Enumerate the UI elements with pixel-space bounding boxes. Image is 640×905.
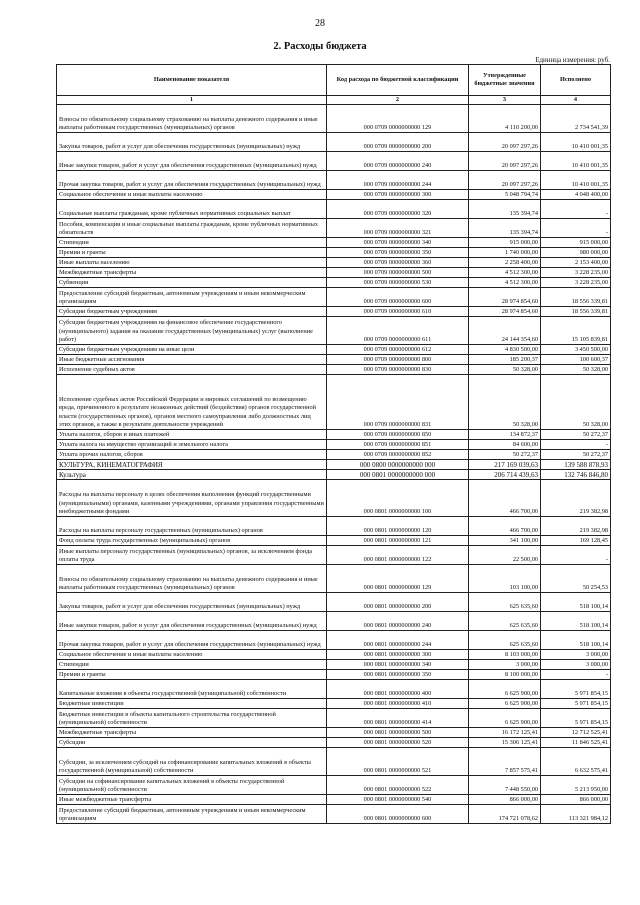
row-executed-cell: 518 100,14 [541, 593, 611, 612]
units-label: Единица измерения: руб. [535, 56, 610, 64]
table-row [57, 430, 611, 440]
row-code-cell: 000 0709 0000000000 830 [327, 365, 469, 375]
row-code-cell: 000 0801 0000000000 500 [327, 728, 469, 738]
row-executed-cell: 50 254,53 [541, 565, 611, 593]
row-executed-cell: 5 971 854,15 [541, 699, 611, 709]
row-name-cell: Уплата налогов, сборов и иных платежей [57, 430, 327, 440]
table-row [57, 546, 611, 565]
row-approved-cell: 866 000,00 [469, 795, 541, 805]
row-name-cell: Иные выплаты населению [57, 258, 327, 268]
row-executed-cell: 2 153 400,00 [541, 258, 611, 268]
row-code-cell: 000 0801 0000000000 340 [327, 660, 469, 670]
row-code-cell: 000 0801 0000000000 240 [327, 612, 469, 631]
row-executed-cell: 12 712 525,41 [541, 728, 611, 738]
row-name-cell: Субсидии, за исключением субсидий на софинансирование капитальных вложений в объекты государственной (муниципальной) собственности [57, 748, 327, 776]
row-name-cell: Иные закупки товаров, работ и услуг для обеспечения государственных (муниципальных) нужд [57, 152, 327, 171]
row-code-cell: 000 0709 0000000000 600 [327, 288, 469, 307]
table-row [57, 612, 611, 631]
row-code-cell: 000 0801 0000000000 100 [327, 480, 469, 517]
row-executed-cell: 139 588 878,93 [541, 460, 611, 470]
row-executed-cell: 3 228 235,00 [541, 268, 611, 278]
row-executed-cell: 10 410 001,35 [541, 152, 611, 171]
row-name-cell: Капитальные вложения в объекты государственной (муниципальной) собственности [57, 680, 327, 699]
row-code-cell: 000 0801 0000000000 244 [327, 631, 469, 650]
row-executed-cell: 11 846 525,41 [541, 738, 611, 748]
row-approved-cell: 16 172 125,41 [469, 728, 541, 738]
table-row [57, 355, 611, 365]
column-number: 3 [469, 96, 541, 105]
row-name-cell: Стипендии [57, 238, 327, 248]
row-code-cell: 000 0709 0000000000 321 [327, 219, 469, 238]
table-row [57, 345, 611, 355]
row-executed-cell: 866 000,00 [541, 795, 611, 805]
table-row [57, 650, 611, 660]
row-executed-cell: 219 382,98 [541, 517, 611, 536]
row-approved-cell: 4 512 300,00 [469, 278, 541, 288]
column-number: 2 [327, 96, 469, 105]
row-name-cell: Прочая закупка товаров, работ и услуг для обеспечения государственных (муниципальных) нужд [57, 631, 327, 650]
row-name-cell: Исполнение судебных актов Российской Федерации и мировых соглашений по возмещению вреда, причиненного в результате незаконных действий (бездействия) органов государственной власти (государственных органов), органов местного самоуправления либо должностных лиц этих органов, а также в результате деятельности учреждений [57, 375, 327, 430]
row-approved-cell: 466 700,00 [469, 517, 541, 536]
table-row [57, 219, 611, 238]
row-code-cell: 000 0800 0000000000 000 [327, 460, 469, 470]
table-row [57, 728, 611, 738]
row-executed-cell: 6 632 575,41 [541, 748, 611, 776]
row-approved-cell: 20 097 297,26 [469, 133, 541, 152]
row-name-cell: Прочая закупка товаров, работ и услуг для обеспечения государственных (муниципальных) нужд [57, 171, 327, 190]
row-approved-cell: 28 974 854,60 [469, 307, 541, 317]
row-name-cell: Взносы по обязательному социальному страхованию на выплаты денежного содержания и иные выплаты работникам государственных (муниципальных) органов [57, 565, 327, 593]
row-executed-cell: 3 000,00 [541, 650, 611, 660]
row-code-cell: 000 0709 0000000000 320 [327, 200, 469, 219]
row-code-cell: 000 0709 0000000000 611 [327, 317, 469, 345]
row-executed-cell: - [541, 546, 611, 565]
table-row [57, 105, 611, 133]
table-row [57, 200, 611, 219]
row-code-cell: 000 0801 0000000000 350 [327, 670, 469, 680]
row-approved-cell: 6 625 900,00 [469, 699, 541, 709]
row-code-cell: 000 0709 0000000000 340 [327, 238, 469, 248]
row-executed-cell: - [541, 219, 611, 238]
row-name-cell: Субсидии бюджетным учреждениям [57, 307, 327, 317]
row-approved-cell: 50 272,37 [469, 450, 541, 460]
table-row [57, 288, 611, 307]
table-row [57, 133, 611, 152]
table-row [57, 805, 611, 824]
table-row [57, 190, 611, 200]
column-number: 1 [57, 96, 327, 105]
row-code-cell: 000 0709 0000000000 852 [327, 450, 469, 460]
row-approved-cell: 135 394,74 [469, 219, 541, 238]
row-executed-cell: 518 100,14 [541, 612, 611, 631]
row-approved-cell: 6 625 900,00 [469, 680, 541, 699]
row-code-cell: 000 0709 0000000000 360 [327, 258, 469, 268]
row-executed-cell: 50 272,37 [541, 430, 611, 440]
row-approved-cell: 4 110 200,00 [469, 105, 541, 133]
table-row [57, 460, 611, 470]
row-name-cell: Межбюджетные трансферты [57, 728, 327, 738]
header-name: Наименование показателя [57, 65, 327, 96]
row-approved-cell: 185 200,37 [469, 355, 541, 365]
row-approved-cell: 5 048 794,74 [469, 190, 541, 200]
row-name-cell: Премии и гранты [57, 248, 327, 258]
row-approved-cell: 15 306 125,41 [469, 738, 541, 748]
table-row [57, 631, 611, 650]
row-code-cell: 000 0801 0000000000 400 [327, 680, 469, 699]
row-name-cell: Закупка товаров, работ и услуг для обеспечения государственных (муниципальных) нужд [57, 133, 327, 152]
expenses-table [56, 64, 611, 824]
header-code: Код расхода по бюджетной классификации [327, 65, 469, 96]
row-executed-cell: 10 410 001,35 [541, 133, 611, 152]
row-executed-cell: - [541, 200, 611, 219]
row-executed-cell: 113 321 984,12 [541, 805, 611, 824]
page-number: 28 [315, 18, 325, 29]
row-executed-cell: 980 000,00 [541, 248, 611, 258]
row-executed-cell: 219 382,98 [541, 480, 611, 517]
table-row [57, 171, 611, 190]
row-name-cell: Закупка товаров, работ и услуг для обеспечения государственных (муниципальных) нужд [57, 593, 327, 612]
table-row [57, 268, 611, 278]
row-name-cell: Субсидии [57, 738, 327, 748]
row-code-cell: 000 0709 0000000000 240 [327, 152, 469, 171]
table-row [57, 776, 611, 795]
row-code-cell: 000 0801 0000000000 414 [327, 709, 469, 728]
row-name-cell: Межбюджетные трансферты [57, 268, 327, 278]
row-executed-cell: 915 000,00 [541, 238, 611, 248]
row-name-cell: Социальное обеспечение и иные выплаты населению [57, 650, 327, 660]
row-executed-cell: 18 556 339,81 [541, 288, 611, 307]
row-code-cell: 000 0709 0000000000 129 [327, 105, 469, 133]
row-name-cell: Социальные выплаты гражданам, кроме публичных нормативных социальных выплат [57, 200, 327, 219]
row-approved-cell: 8 103 000,00 [469, 650, 541, 660]
row-name-cell: Премии и гранты [57, 670, 327, 680]
section-title: 2. Расходы бюджета [273, 41, 367, 52]
table-row [57, 699, 611, 709]
row-executed-cell: 5 213 950,00 [541, 776, 611, 795]
table-row [57, 795, 611, 805]
row-code-cell: 000 0709 0000000000 612 [327, 345, 469, 355]
row-approved-cell: 135 394,74 [469, 200, 541, 219]
row-approved-cell: 103 100,00 [469, 565, 541, 593]
row-approved-cell: 4 512 300,00 [469, 268, 541, 278]
row-name-cell: Бюджетные инвестиции в объекты капитального строительства государственной (муниципальной) собственности [57, 709, 327, 728]
row-approved-cell: 174 721 078,62 [469, 805, 541, 824]
row-executed-cell: 132 746 846,80 [541, 470, 611, 480]
row-executed-cell: 5 971 854,15 [541, 709, 611, 728]
table-row [57, 238, 611, 248]
row-executed-cell: 50 328,00 [541, 375, 611, 430]
table-row [57, 307, 611, 317]
row-code-cell: 000 0801 0000000000 121 [327, 536, 469, 546]
table-row [57, 278, 611, 288]
row-approved-cell: 341 100,00 [469, 536, 541, 546]
row-executed-cell: 50 272,37 [541, 450, 611, 460]
table-row [57, 660, 611, 670]
table-row [57, 375, 611, 430]
table-row [57, 709, 611, 728]
row-code-cell: 000 0801 0000000000 540 [327, 795, 469, 805]
row-name-cell: Стипендии [57, 660, 327, 670]
row-name-cell: Культура [57, 470, 327, 480]
row-code-cell: 000 0801 0000000000 600 [327, 805, 469, 824]
row-code-cell: 000 0801 0000000000 300 [327, 650, 469, 660]
row-name-cell: Расходы на выплаты персоналу государственных (муниципальных) органов [57, 517, 327, 536]
row-approved-cell: 206 714 439,63 [469, 470, 541, 480]
row-name-cell: Предоставление субсидий бюджетным, автономным учреждениям и иным некоммерческим организациям [57, 288, 327, 307]
header-approved: Утвержденные бюджетные значения [469, 65, 541, 96]
row-code-cell: 000 0709 0000000000 610 [327, 307, 469, 317]
row-name-cell: Фонд оплаты труда государственных (муниципальных) органов [57, 536, 327, 546]
table-row [57, 317, 611, 345]
row-executed-cell: 15 105 839,81 [541, 317, 611, 345]
row-code-cell: 000 0709 0000000000 850 [327, 430, 469, 440]
row-executed-cell: - [541, 670, 611, 680]
row-name-cell: КУЛЬТУРА, КИНЕМАТОГРАФИЯ [57, 460, 327, 470]
row-approved-cell: 7 448 550,00 [469, 776, 541, 795]
row-name-cell: Пособия, компенсации и иные социальные выплаты гражданам, кроме публичных нормативных обязательств [57, 219, 327, 238]
row-name-cell: Социальное обеспечение и иные выплаты населению [57, 190, 327, 200]
row-code-cell: 000 0709 0000000000 851 [327, 440, 469, 450]
row-code-cell: 000 0801 0000000000 122 [327, 546, 469, 565]
row-executed-cell: 2 734 541,39 [541, 105, 611, 133]
row-code-cell: 000 0709 0000000000 300 [327, 190, 469, 200]
row-name-cell: Субвенции [57, 278, 327, 288]
row-approved-cell: 217 169 039,63 [469, 460, 541, 470]
row-name-cell: Иные межбюджетные трансферты [57, 795, 327, 805]
row-approved-cell: 915 000,00 [469, 238, 541, 248]
table-row [57, 470, 611, 480]
row-name-cell: Уплата прочих налогов, сборов [57, 450, 327, 460]
row-approved-cell: 20 097 297,26 [469, 171, 541, 190]
table-row [57, 258, 611, 268]
row-code-cell: 000 0709 0000000000 831 [327, 375, 469, 430]
row-approved-cell: 466 700,00 [469, 480, 541, 517]
table-row [57, 670, 611, 680]
row-approved-cell: 625 635,60 [469, 631, 541, 650]
row-approved-cell: 134 872,37 [469, 430, 541, 440]
row-approved-cell: 625 635,60 [469, 612, 541, 631]
row-code-cell: 000 0709 0000000000 800 [327, 355, 469, 365]
row-name-cell: Иные выплаты персоналу государственных (муниципальных) органов, за исключением фонда оплаты труда [57, 546, 327, 565]
table-header [57, 65, 611, 105]
row-executed-cell: 3 450 500,00 [541, 345, 611, 355]
row-executed-cell: 100 600,37 [541, 355, 611, 365]
table-row [57, 748, 611, 776]
row-name-cell: Взносы по обязательному социальному страхованию на выплаты денежного содержания и иные выплаты работникам государственных (муниципальных) органов [57, 105, 327, 133]
row-executed-cell: 5 971 854,15 [541, 680, 611, 699]
row-name-cell: Субсидии бюджетным учреждениям на финансовое обеспечение государственного (муниципального) задания на оказание государственных (муниципальных) услуг (выполнение работ) [57, 317, 327, 345]
table-row [57, 738, 611, 748]
row-executed-cell: 169 128,45 [541, 536, 611, 546]
row-code-cell: 000 0709 0000000000 500 [327, 268, 469, 278]
table-row [57, 517, 611, 536]
row-name-cell: Исполнение судебных актов [57, 365, 327, 375]
row-executed-cell: 3 000,00 [541, 660, 611, 670]
row-code-cell: 000 0801 0000000000 120 [327, 517, 469, 536]
table-row [57, 593, 611, 612]
row-name-cell: Иные бюджетные ассигнования [57, 355, 327, 365]
table-row [57, 248, 611, 258]
column-numbers-row [57, 96, 611, 105]
row-executed-cell: 10 410 001,35 [541, 171, 611, 190]
table-row [57, 365, 611, 375]
table-body [57, 105, 611, 824]
row-approved-cell: 2 258 400,00 [469, 258, 541, 268]
row-approved-cell: 625 635,60 [469, 593, 541, 612]
row-executed-cell: 4 048 400,00 [541, 190, 611, 200]
row-name-cell: Субсидии на софинансирование капитальных вложений в объекты государственной (муниципальной) собственности [57, 776, 327, 795]
table-row [57, 450, 611, 460]
table-row [57, 440, 611, 450]
row-code-cell: 000 0801 0000000000 520 [327, 738, 469, 748]
row-code-cell: 000 0801 0000000000 000 [327, 470, 469, 480]
row-approved-cell: 4 830 500,00 [469, 345, 541, 355]
row-executed-cell: 50 328,00 [541, 365, 611, 375]
row-approved-cell: 22 500,00 [469, 546, 541, 565]
row-approved-cell: 50 328,00 [469, 365, 541, 375]
row-approved-cell: 3 000,00 [469, 660, 541, 670]
row-executed-cell: 518 100,14 [541, 631, 611, 650]
table-row [57, 680, 611, 699]
row-code-cell: 000 0801 0000000000 129 [327, 565, 469, 593]
row-approved-cell: 8 100 000,00 [469, 670, 541, 680]
row-approved-cell: 28 974 854,60 [469, 288, 541, 307]
table-row [57, 536, 611, 546]
row-code-cell: 000 0801 0000000000 410 [327, 699, 469, 709]
header-executed: Исполнено [541, 65, 611, 96]
row-name-cell: Субсидии бюджетным учреждениям на иные цели [57, 345, 327, 355]
row-name-cell: Расходы на выплаты персоналу в целях обеспечения выполнения функций государственными (муниципальными) органами, казенными учреждениями, органами управления государственными внебюджетными фондами [57, 480, 327, 517]
row-executed-cell: 3 228 235,00 [541, 278, 611, 288]
row-name-cell: Уплата налога на имущество организаций и земельного налога [57, 440, 327, 450]
row-approved-cell: 84 600,00 [469, 440, 541, 450]
row-code-cell: 000 0801 0000000000 522 [327, 776, 469, 795]
row-approved-cell: 20 097 297,26 [469, 152, 541, 171]
row-code-cell: 000 0709 0000000000 200 [327, 133, 469, 152]
table-row [57, 152, 611, 171]
row-code-cell: 000 0709 0000000000 244 [327, 171, 469, 190]
table-row [57, 565, 611, 593]
row-approved-cell: 1 740 000,00 [469, 248, 541, 258]
row-approved-cell: 6 625 900,00 [469, 709, 541, 728]
row-approved-cell: 50 328,00 [469, 375, 541, 430]
row-code-cell: 000 0801 0000000000 200 [327, 593, 469, 612]
row-code-cell: 000 0801 0000000000 521 [327, 748, 469, 776]
row-executed-cell: 18 556 339,81 [541, 307, 611, 317]
row-code-cell: 000 0709 0000000000 530 [327, 278, 469, 288]
row-name-cell: Предоставление субсидий бюджетным, автономным учреждениям и иным некоммерческим организациям [57, 805, 327, 824]
row-approved-cell: 7 857 575,41 [469, 748, 541, 776]
row-name-cell: Иные закупки товаров, работ и услуг для обеспечения государственных (муниципальных) нужд [57, 612, 327, 631]
column-number: 4 [541, 96, 611, 105]
row-code-cell: 000 0709 0000000000 350 [327, 248, 469, 258]
row-approved-cell: 24 144 354,60 [469, 317, 541, 345]
row-executed-cell: - [541, 440, 611, 450]
row-name-cell: Бюджетные инвестиции [57, 699, 327, 709]
table-row [57, 480, 611, 517]
